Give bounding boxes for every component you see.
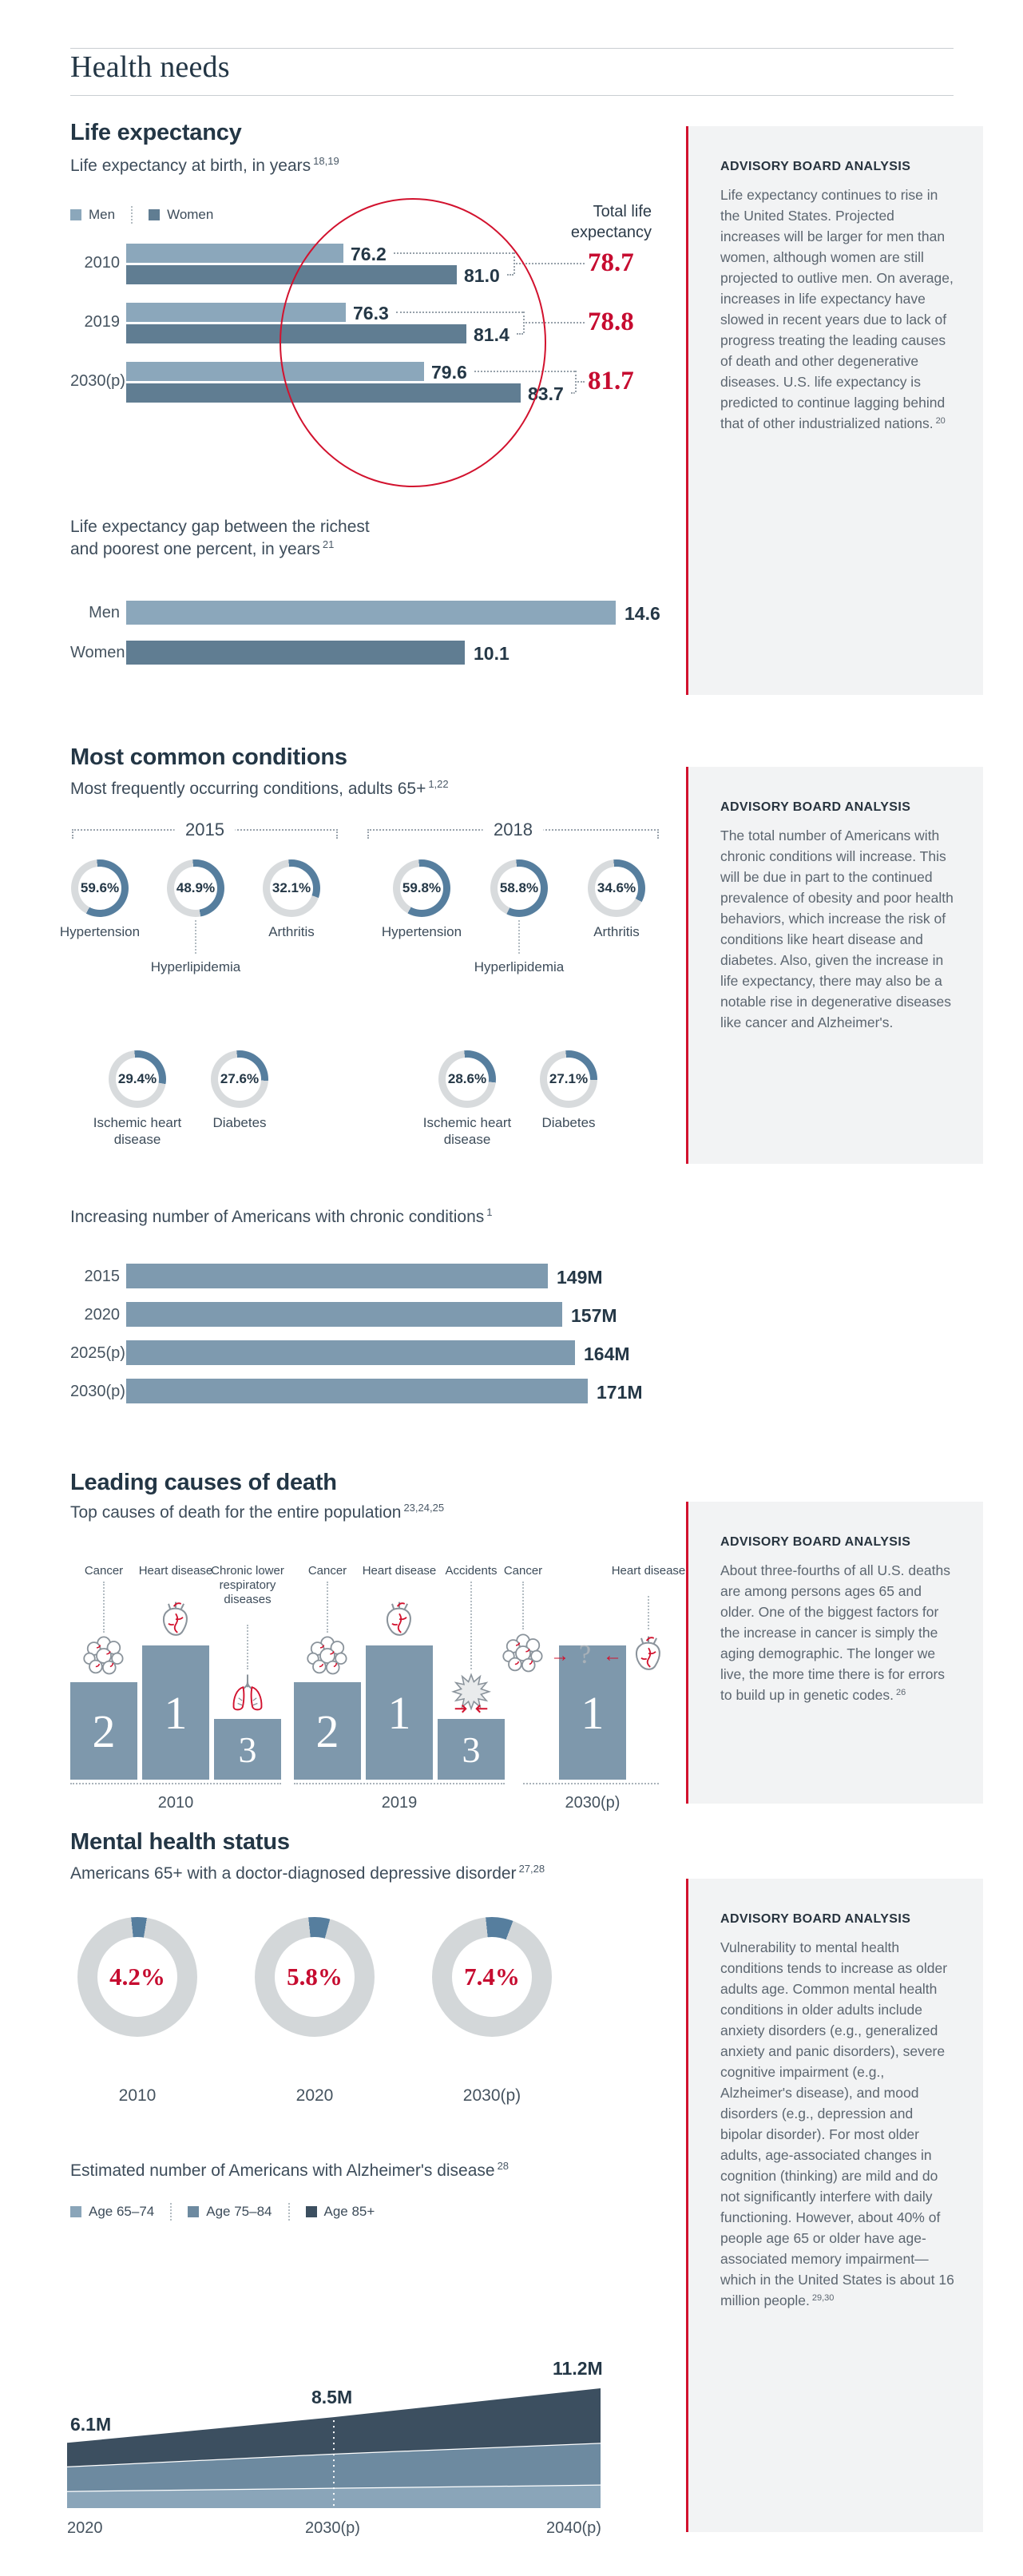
category-label-2030(p): 2030(p) [70,1383,125,1400]
donut-year-2010: 2010 [118,2086,157,2105]
chronic-bar-2020 [126,1302,562,1327]
podium-rank-number: 1 [164,1686,188,1739]
x-label-2020: 2020 [67,2519,103,2537]
advisory-footnote: 26 [895,1688,906,1697]
advisory-box-mental-health [686,1879,983,2532]
x-label-2040: 2040(p) [546,2519,601,2537]
donut-2015-Diabetes-hole [218,1058,261,1101]
chronic-bar-2025(p) [126,1340,575,1365]
donut-label-Hypertension: Hypertension [59,924,141,939]
chronic-value-2015: 149M [557,1267,603,1288]
cause-connector [648,1596,649,1629]
donut-2018-Hypertension-hole [400,867,443,910]
donut-2018-Ischemic heart disease [438,1050,496,1108]
donut-2018-Hyperlipidemia-hole [498,867,541,910]
donut-2015-Ischemic heart disease [109,1050,166,1108]
section-heading-life-expectancy: Life expectancy [70,120,242,145]
podium-column-rank-3-2019 [438,1719,505,1780]
heart-icon [627,1632,670,1675]
donut-2015-Hypertension [71,859,129,917]
depressive-donut-2010-value: 4.2% [109,1963,165,1991]
conditions-subtitle-footnote: 1,22 [428,778,449,790]
cause-connector [327,1582,328,1633]
podium-year-2010: 2010 [157,1794,194,1812]
donut-2015-Diabetes-value: 27.6% [220,1071,260,1086]
chronic-footnote: 1 [486,1206,493,1218]
men-women-legend [70,206,213,224]
value-women-2019: 81.4 [474,324,510,345]
age-75-84-swatch-icon [188,2206,199,2217]
advisory-box-causes [686,1502,983,1804]
cancer-icon [306,1634,349,1677]
donut-2015-Ischemic heart disease-hole [116,1058,159,1101]
gap-footnote: 21 [322,538,335,550]
section-heading-leading-causes: Leading causes of death [70,1470,337,1495]
top-rule [70,48,954,49]
alzheimers-heading-text: Estimated number of Americans with Alzheimer's disease [70,2161,495,2180]
advisory-title: ADVISORY BOARD ANALYSIS [720,1535,911,1549]
causes-subtitle-text: Top causes of death for the entire population [70,1503,402,1522]
uncertainty-question-mark: ? [579,1640,592,1669]
heart-icon [378,1598,421,1641]
gap-bar-Women [126,641,465,665]
podium-column-rank-2-2019 [294,1682,361,1780]
donut-2018-Hypertension-value: 59.8% [402,880,442,895]
year-bracket-label: 2015 [174,820,236,840]
donut-2018-Ischemic heart disease-hole [446,1058,489,1101]
donut-2018-Ischemic heart disease-value: 28.6% [447,1071,487,1086]
year-bracket-2018 [367,820,659,839]
legend-label-age-75-84: Age 75–84 [206,2204,272,2219]
age-band-legend [70,2203,375,2221]
heart-icon [154,1598,197,1641]
podium-baseline [70,1783,281,1784]
podium-baseline [294,1783,505,1784]
alzheimers-heading [70,2161,509,2181]
depressive-disorder-donuts [70,1917,629,2117]
value-women-2010: 81.0 [464,265,500,286]
donut-label-Diabetes: Diabetes [541,1115,596,1130]
depressive-donut-2020-value: 5.8% [287,1963,343,1991]
donut-2015-Hyperlipidemia-hole [174,867,217,910]
podium-column-rank-1-2010 [142,1645,209,1780]
donut-label-Hyperlipidemia: Hyperlipidemia [474,959,565,974]
cause-connector [247,1625,248,1669]
advisory-title: ADVISORY BOARD ANALYSIS [720,800,911,814]
donut-2015-Hypertension-value: 59.6% [80,880,120,895]
donut-2018-Diabetes [540,1050,597,1108]
life-subtitle-text: Life expectancy at birth, in years [70,157,311,175]
causes-of-death-podium-chart [70,1562,701,1817]
mental-subtitle-text: Americans 65+ with a doctor-diagnosed depressive disorder [70,1864,517,1883]
section-heading-most-common-conditions: Most common conditions [70,744,347,770]
stagger-connector [195,920,196,954]
conditions-subtitle [70,780,449,799]
donut-2018-Arthritis [588,859,645,917]
cause-label-Cancer: Cancer [84,1564,124,1578]
cancer-icon [502,1632,545,1675]
depressive-donut-2020 [255,1917,375,2037]
advisory-body [720,1937,956,2313]
common-conditions-donut-grid [59,820,701,1168]
category-label-2025(p): 2025(p) [70,1344,125,1362]
cancer-icon [502,1632,545,1675]
donut-2018-Hyperlipidemia [490,859,548,917]
lungs-icon [226,1671,269,1714]
donut-2015-Arthritis [263,859,320,917]
chronic-value-2025(p): 164M [584,1344,630,1364]
chronic-conditions-chart [70,1264,669,1423]
donut-2015-Ischemic heart disease-value: 29.4% [117,1071,157,1086]
advisory-body [720,1560,956,1708]
x-label-2030: 2030(p) [305,2519,360,2537]
value-men-2030(p): 79.6 [431,362,467,383]
category-label-Women: Women [70,644,125,661]
year-bracket-label: 2018 [482,820,544,840]
cause-label-Heart disease: Heart disease [362,1564,437,1578]
cause-label-Heart disease: Heart disease [611,1564,686,1578]
arrow-left-icon: ← [603,1645,622,1666]
value-women-2030(p): 83.7 [528,383,564,404]
chronic-value-2020: 157M [571,1305,617,1326]
section-heading-mental-health: Mental health status [70,1829,290,1855]
podium-rank-number: 3 [462,1729,481,1770]
podium-column-rank-3-2010 [214,1719,281,1780]
chronic-heading [70,1208,493,1227]
donut-2015-Hypertension-hole [78,867,121,910]
category-label-2030(p): 2030(p) [70,372,125,390]
advisory-box-conditions [686,767,983,1164]
legend-label-age-85-plus: Age 85+ [323,2204,375,2219]
podium-column-rank-2-2010 [70,1682,137,1780]
cause-connector [103,1582,105,1633]
donut-2018-Hyperlipidemia-value: 58.8% [499,880,539,895]
advisory-footnote: 29,30 [811,2293,835,2303]
life-subtitle-footnote: 18,19 [313,155,339,167]
age-85-plus-swatch-icon [306,2206,317,2217]
page-title: Health needs [70,50,230,84]
advisory-footnote: 20 [935,416,946,426]
cause-label-Accidents: Accidents [445,1564,498,1578]
podium-baseline [523,1783,659,1784]
donut-label-Arthritis: Arthritis [268,924,315,939]
legend-divider [170,2203,172,2221]
leader-women-2030(p) [571,392,575,394]
alzheimers-area-chart [67,2308,642,2548]
gap-heading-line2 [70,540,334,559]
category-label-2020: 2020 [84,1306,120,1324]
lungs-icon [226,1671,269,1714]
cause-label-Cancer: Cancer [307,1564,347,1578]
donut-year-2030(p): 2030(p) [462,2086,521,2105]
donut-label-Ischemic heart disease: Ischemic heart disease [93,1115,182,1147]
total-life-expectancy-2010: 78.7 [588,248,634,277]
donut-2015-Diabetes [211,1050,268,1108]
life-subtitle [70,157,339,176]
donut-2018-Hypertension [393,859,450,917]
depressive-donut-2020-hole [275,1937,355,2017]
donut-2018-Diabetes-hole [547,1058,590,1101]
category-label-2015: 2015 [84,1268,120,1285]
podium-year-2019: 2019 [381,1794,418,1812]
total-label-2030: 8.5M [311,2387,353,2408]
chronic-bar-2030(p) [126,1379,588,1403]
depressive-donut-2030(p)-hole [452,1937,532,2017]
total-life-expectancy-2030(p): 81.7 [588,367,634,395]
total-life-expectancy-2019: 78.8 [588,308,634,336]
advisory-body [720,825,956,1035]
depressive-donut-2010-hole [97,1937,177,2017]
cause-connector [522,1582,524,1629]
total-label-2020: 6.1M [70,2414,112,2435]
donut-2018-Arthritis-value: 34.6% [597,880,636,895]
advisory-body-text: The total number of Americans with chronic conditions will increase. This will be due in part to the continued prevalence of obesity and poor health behaviors, which increase the risk of conditions like heart disease and diabetes. Also, given the increase in life expectancy, there may also be a notable rise in degenerative diseases like cancer and Alzheimer's. [720,828,954,1030]
podium-rank-number: 1 [387,1686,411,1739]
podium-column-rank-1-2019 [366,1645,433,1780]
arrow-right-icon: → [550,1645,569,1666]
title-rule [70,95,954,96]
depressive-donut-2010 [77,1917,197,2037]
accident-icon [450,1671,493,1714]
value-men-2010: 76.2 [351,244,387,264]
legend-divider [131,206,133,224]
accident-icon [450,1671,493,1714]
total-label-line2: expectancy [570,224,652,241]
gap-value-Men: 14.6 [625,603,660,624]
rich-poor-gap-chart [70,601,669,681]
podium-year-2030p: 2030(p) [565,1794,621,1812]
advisory-body-text: Life expectancy continues to rise in the United States. Projected increases will be larger for men than women, although women are still projected to outlive men. On average, increases in life expectancy have slowed in recent years due to lack of progress treating the leading causes of death and other degenerative diseases. U.S. life expectancy is predicted to continue lagging behind that of other industrialized nations. [720,187,954,431]
donut-2015-Arthritis-value: 32.1% [272,880,311,895]
donut-label-Ischemic heart disease: Ischemic heart disease [422,1115,512,1147]
donut-year-2020: 2020 [295,2086,334,2105]
donut-label-Diabetes: Diabetes [212,1115,267,1130]
advisory-body-text: Vulnerability to mental health conditions tends to increase as older adults age. Common mental health conditions in older adults include anxiety disorders (e.g., generalized anxiety and panic disorders), severe cognitive impairment (e.g., Alzheimer's disease), and mood disorders (e.g., depression and bipolar disorder). For most older adults, age-associated changes in cognition (thinking) are mild and do not significantly interfere with daily functioning. However, about 40% of people age 65 or older have age-associated memory impairment—which in the United States is about 16 million people. [720,1939,954,2308]
advisory-title: ADVISORY BOARD ANALYSIS [720,160,911,173]
leader-total-2030(p) [575,381,585,383]
mental-subtitle-footnote: 27,28 [518,1863,545,1875]
donut-2015-Hyperlipidemia [167,859,224,917]
causes-subtitle [70,1503,444,1522]
depressive-donut-2030(p)-value: 7.4% [464,1963,520,1991]
gap-heading-line2-text: and poorest one percent, in years [70,540,320,558]
cause-connector [470,1582,472,1669]
cause-label-Chronic lower respiratory diseases: Chronic lower respiratory diseases [211,1564,284,1606]
cause-label-Cancer: Cancer [503,1564,543,1578]
donut-2015-Hyperlipidemia-value: 48.9% [176,880,216,895]
alzheimers-footnote: 28 [497,2160,510,2172]
legend-label-men: Men [89,207,116,222]
cancer-icon [306,1634,349,1677]
age-65-74-swatch-icon [70,2206,81,2217]
donut-2018-Diabetes-value: 27.1% [549,1071,589,1086]
conditions-subtitle-text: Most frequently occurring conditions, adults 65+ [70,780,426,798]
total-label-line1: Total life [593,203,652,220]
total-label-2040: 11.2M [553,2358,603,2379]
women-swatch-icon [149,209,160,220]
causes-subtitle-footnote: 23,24,25 [403,1502,445,1514]
category-label-Men: Men [89,604,120,621]
donut-label-Hyperlipidemia: Hyperlipidemia [150,959,241,974]
legend-divider [288,2203,290,2221]
advisory-title: ADVISORY BOARD ANALYSIS [720,1912,911,1926]
year-bracket-2015 [72,820,338,839]
gap-value-Women: 10.1 [474,643,510,664]
advisory-body-text: About three-fourths of all U.S. deaths are among persons ages 65 and older. One of the biggest factors for the increase in cancer is simply the aging demographic. The longer we live, the more time there is for errors to build up in genetic codes. [720,1562,950,1703]
donut-2018-Arthritis-hole [595,867,638,910]
category-label-2010: 2010 [84,254,120,272]
podium-rank-number: 2 [315,1705,339,1757]
chronic-heading-text: Increasing number of Americans with chronic conditions [70,1208,485,1226]
podium-rank-number: 3 [238,1729,257,1770]
cancer-icon [82,1634,125,1677]
depressive-donut-2030(p) [432,1917,552,2037]
category-label-2019: 2019 [84,313,120,331]
value-men-2019: 76.3 [353,303,389,323]
gap-bar-Men [126,601,616,625]
donut-label-Arthritis: Arthritis [593,924,640,939]
advisory-body [720,185,956,436]
donut-2015-Arthritis-hole [270,867,313,910]
legend-label-women: Women [167,207,214,222]
mental-subtitle [70,1864,545,1883]
gap-heading-line1: Life expectancy gap between the richest [70,518,370,536]
podium-rank-number: 2 [92,1705,116,1757]
advisory-box-life-expectancy [686,126,983,695]
cause-label-Heart disease: Heart disease [138,1564,213,1578]
podium-rank-number: 1 [581,1686,605,1739]
heart-icon [627,1632,670,1675]
cancer-icon [82,1634,125,1677]
men-swatch-icon [70,209,81,220]
highlight-ellipse [280,198,546,487]
legend-label-age-65-74: Age 65–74 [89,2204,155,2219]
donut-label-Hypertension: Hypertension [381,924,462,939]
heart-icon [378,1598,421,1641]
heart-icon [154,1598,197,1641]
stagger-connector [518,920,520,954]
chronic-value-2030(p): 171M [597,1382,643,1403]
chronic-bar-2015 [126,1264,548,1288]
